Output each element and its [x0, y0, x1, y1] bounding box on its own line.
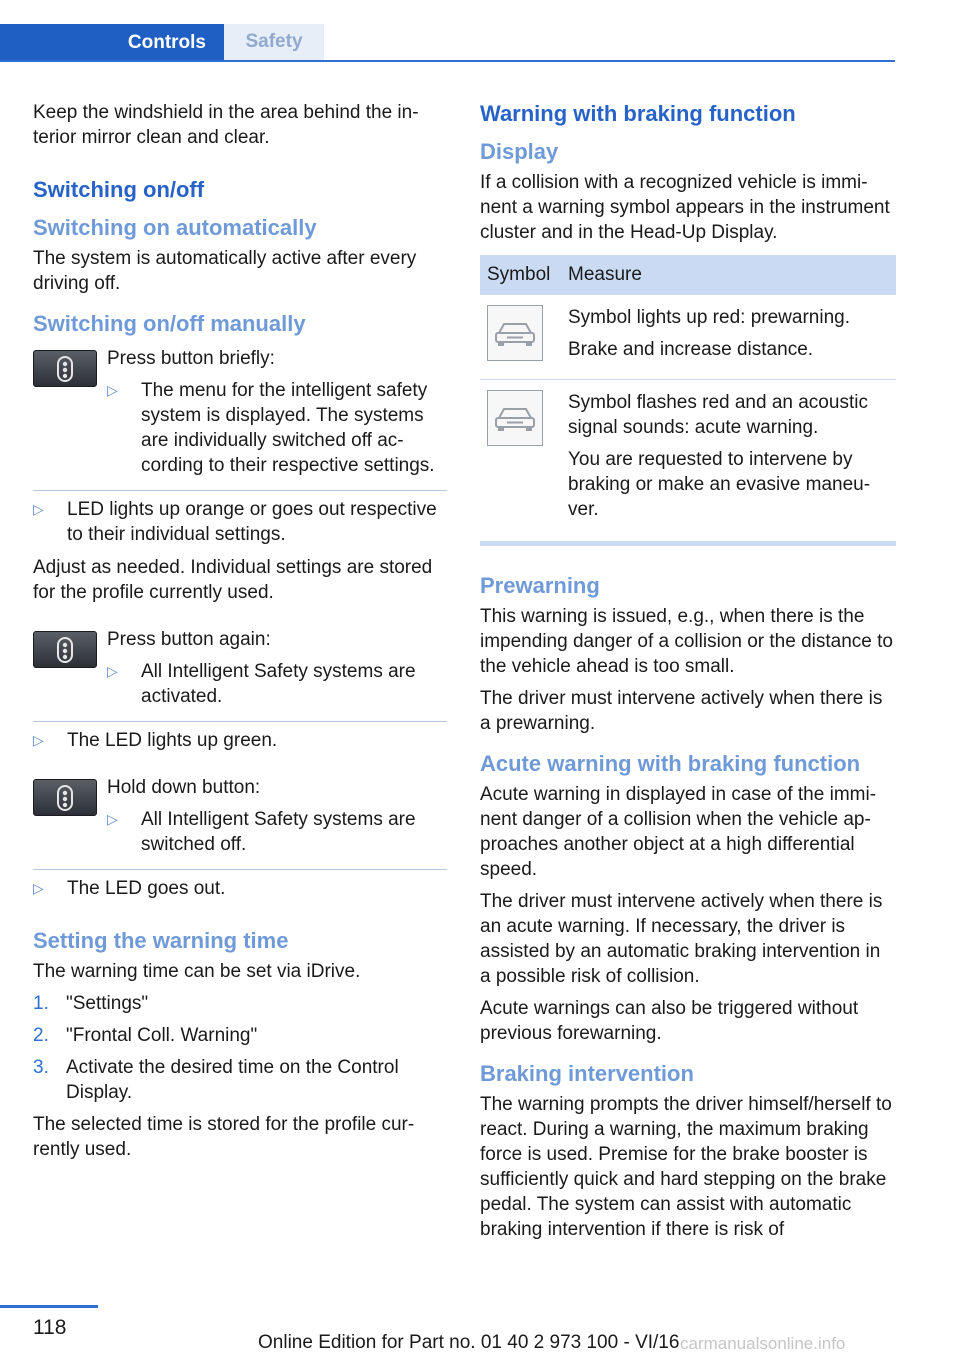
column-header-symbol: Symbol	[480, 255, 561, 295]
safety-button-icon	[33, 350, 97, 387]
chapter-header	[0, 24, 895, 62]
press-again-text: Press button again:	[107, 629, 271, 650]
heading-warning-braking: Warning with braking function	[480, 101, 796, 126]
list-item: ▷ The menu for the intelligent safety system is displayed. The systems are individually switched off according to their respective settings.	[107, 380, 435, 476]
divider	[33, 869, 447, 870]
steps-list	[33, 991, 447, 1105]
car-warning-icon	[487, 390, 543, 446]
prewarning-text-2: The driver must intervene actively when there is a prewarning.	[480, 688, 883, 734]
heading-prewarning: Prewarning	[480, 573, 600, 598]
heading-switching-manual: Switching on/off manually	[33, 311, 306, 336]
safety-button-icon	[33, 779, 97, 816]
column-header-measure: Measure	[561, 255, 896, 295]
page-number: 118	[33, 1316, 67, 1339]
tab-controls[interactable]: Controls	[0, 24, 224, 62]
heading-braking-intervention: Braking intervention	[480, 1061, 694, 1086]
list-item: ▷ All Intelligent Safety systems are switched off.	[107, 809, 416, 855]
safety-button-icon	[33, 631, 97, 668]
prewarning-text-1: This warning is issued, e.g., when there is the impending danger of a collision or the distance to the vehicle ahead is too small.	[480, 606, 893, 677]
braking-text: The warning prompts the driver himself/herself to react. During a warning, the maximum braking force is used. Premise for the brake booster is sufficiently quick and hard stepping on the brake pedal. The system can assist with automatic braking intervention if there is risk of	[480, 1094, 892, 1240]
list-item: ▷ LED lights up orange or goes out respective to their individual settings.	[33, 499, 437, 545]
acute-text-2: The driver must intervene actively when there is an acute warning. If necessary, the driver is assisted by an automatic braking intervention in a possible risk of collision.	[480, 891, 883, 987]
acute-text-3: Acute warnings can also be triggered without previous forewarning.	[480, 998, 859, 1044]
heading-display: Display	[480, 139, 559, 164]
heading-switching-auto: Switching on automatically	[33, 215, 317, 240]
button-block-brief	[33, 346, 447, 486]
divider	[33, 490, 447, 491]
watermark: carmanualsonline.info	[680, 1334, 846, 1353]
heading-acute-warning: Acute warning with braking function	[480, 751, 861, 776]
intro-text: Keep the windshield in the area behind the interior mirror clean and clear.	[33, 102, 419, 148]
acute-text-1: Acute warning in displayed in case of the imminent danger of a collision when the vehicle approaches another object at a high differential speed.	[480, 784, 877, 880]
triangle-bullet-icon: ▷	[33, 880, 44, 896]
heading-warning-time: Setting the warning time	[33, 928, 289, 953]
warning-time-text: The warning time can be set via iDrive.	[33, 961, 361, 982]
list-item: 1. "Settings"	[33, 993, 149, 1014]
stored-text: The selected time is stored for the profile currently used.	[33, 1114, 415, 1160]
button-block-again	[33, 627, 447, 717]
list-item: ▷ All Intelligent Safety systems are activated.	[107, 661, 416, 707]
car-warning-icon	[487, 305, 543, 361]
header-rule	[0, 60, 895, 62]
adjust-text: Adjust as needed. Individual settings are stored for the profile currently used.	[33, 557, 433, 603]
triangle-bullet-icon: ▷	[33, 501, 44, 517]
triangle-bullet-icon: ▷	[107, 382, 118, 398]
display-text: If a collision with a recognized vehicle is imminent a warning symbol appears in the instrument cluster and in the Head-Up Display.	[480, 172, 890, 243]
symbol-table	[480, 255, 896, 546]
list-item: ▷ The LED goes out.	[33, 878, 226, 899]
footer-rule	[0, 1305, 98, 1308]
auto-text: The system is automatically active after every driving off.	[33, 248, 417, 294]
edition-text: Online Edition for Part no. 01 40 2 973 100 - VI/16	[258, 1332, 680, 1353]
triangle-bullet-icon: ▷	[107, 663, 118, 679]
table-row: Symbol flashes red and an acoustic signal sounds: acute warning. You are requested to intervene by braking or make an evasive maneuver.	[480, 380, 896, 544]
list-item: 2. "Frontal Coll. Warning"	[33, 1025, 258, 1046]
press-briefly-text: Press button briefly:	[107, 348, 275, 369]
triangle-bullet-icon: ▷	[107, 811, 118, 827]
heading-switching: Switching on/off	[33, 177, 205, 202]
left-column	[33, 100, 447, 1169]
divider	[33, 721, 447, 722]
list-item: 3. Activate the desired time on the Control Display.	[33, 1057, 399, 1103]
table-row: Symbol lights up red: prewarning. Brake and increase distance.	[480, 295, 896, 380]
right-column	[480, 100, 896, 1249]
hold-down-text: Hold down button:	[107, 777, 261, 798]
tab-safety[interactable]: Safety	[224, 24, 324, 60]
button-block-hold	[33, 775, 447, 865]
list-item: ▷ The LED lights up green.	[33, 730, 278, 751]
triangle-bullet-icon: ▷	[33, 732, 44, 748]
